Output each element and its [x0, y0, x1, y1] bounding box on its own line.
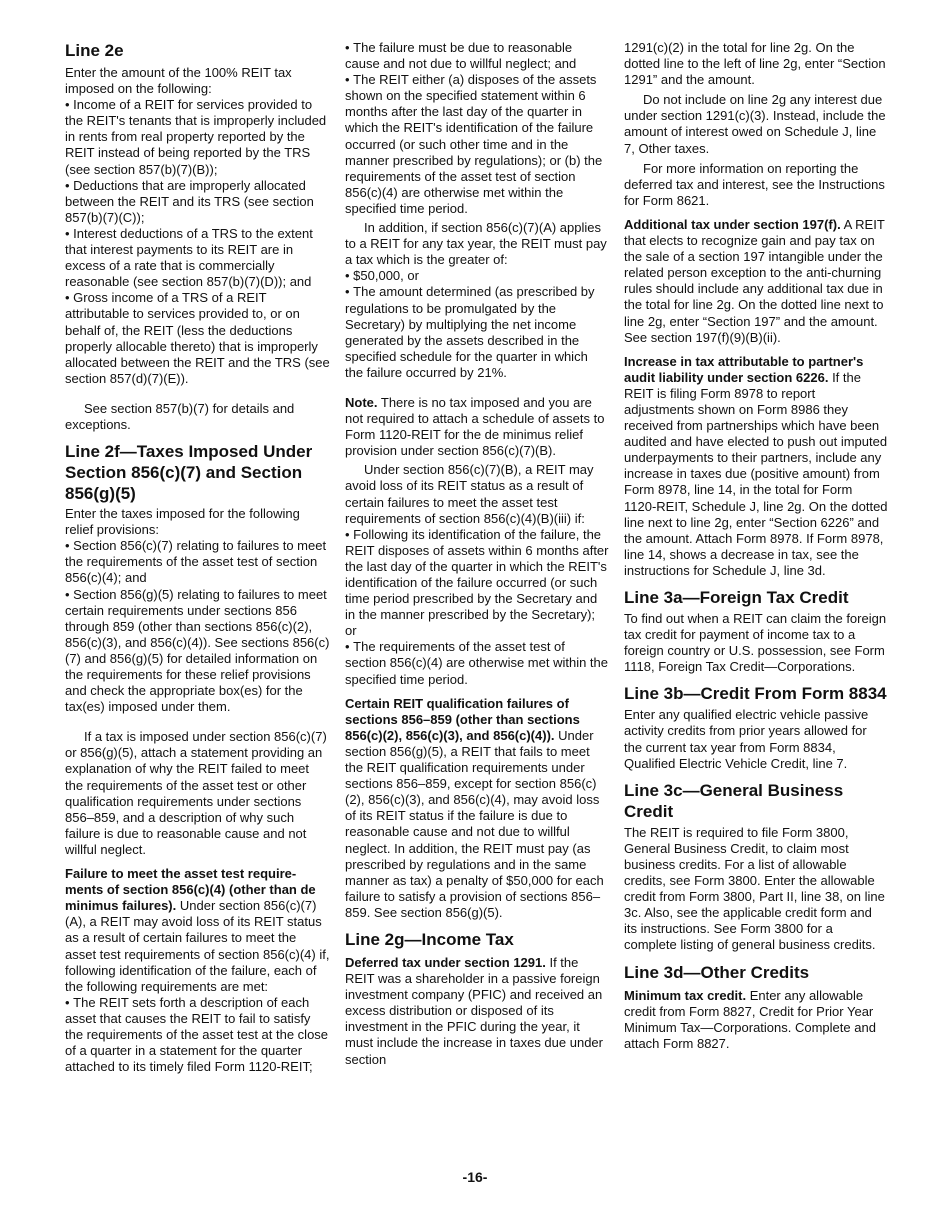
- paragraph: Enter any qualified electric vehicle passive activity credits from prior years allowed for the current tax year from Form 8834, Qualified Electric Vehicle Credit, line 7.: [624, 707, 869, 771]
- bullet-item: • The requirements of the asset test of section 856(c)(4) are otherwise met within the specified time period.: [345, 639, 609, 687]
- page-number: -16-: [462, 1169, 488, 1185]
- column-3: [624, 40, 888, 1052]
- paragraph: The REIT is required to file Form 3800, General Business Credit, to claim most business credits. For a list of allowable credits, see Form 3800. Enter the allowable credit from Form 3800, Part II, line 38, on line 3c. Also, see the applicable credit form and its instructions. See Form 3800 for a complete listing of general business credits.: [624, 824, 885, 953]
- paragraph-text: Under section 856(c)(7)(A), a REIT may avoid loss of its REIT status as a result of certain failures to meet the asset test requirements of section 856(c)(4) if, following identification of the failure, each of the following requirements are met:: [65, 898, 330, 994]
- bullet-item: • Section 856(c)(7) relating to failures to meet the requirements of the asset test of section 856(c)(4); and: [65, 538, 330, 586]
- paragraph: Enter the amount of the 100% REIT tax imposed on the following:: [65, 65, 292, 97]
- paragraph: Under section 856(c)(7)(B), a REIT may avoid loss of its REIT status as a result of certain failures to meet the asset test requirements of section 856(c)(4)(B)(iii) if:: [345, 462, 594, 526]
- bullet-item: • Gross income of a TRS of a REIT attributable to services provided to, or on behalf of, the REIT (less the deductions properly allocable thereto) that is improperly allocated between the REIT and the TRS (see section 857(d)(7)(E)).: [65, 290, 330, 387]
- bullet-item: • Section 856(g)(5) relating to failures to meet certain requirements under sections 856 through 859 (other than sections 856(c)(2), 856(c)(3), and 856(c)(4)). See sections 856(c)(7) and 856(g)(5) for detailed information on the requirements for these relief provisions and check the appropriate box(es) for the tax(es) imposed under them.: [65, 587, 330, 716]
- bullet-item: • The REIT either (a) disposes of the assets shown on the specified statement within 6 months after the last day of the quarter in which the REIT's identification of the failure occurred (or such other time and in the manner prescribed by regulations); or (b) the requirements of the asset test of section 856(c)(4) are otherwise met within the specified time period.: [345, 72, 609, 217]
- run-in-heading: Additional tax under section 197(f).: [624, 216, 841, 232]
- paragraph: In addition, if section 856(c)(7)(A) applies to a REIT for any tax year, the REIT must pay a tax which is the greater of:: [345, 220, 607, 268]
- bullet-item: • The REIT sets forth a description of each asset that causes the REIT to fail to satisfy the requirements of the asset test at the close of a quarter in a statement for the quarter attached to its timely filed Form 1120-REIT;: [65, 995, 330, 1075]
- bullet-item: • Interest deductions of a TRS to the extent that interest payments to its REIT are in excess of a rate that is commercially reasonable (see section 857(b)(7)(D)); and: [65, 226, 330, 290]
- heading-line-2f: Line 2f—Taxes Imposed Under Section 856(c)(7) and Section 856(g)(5): [65, 442, 313, 504]
- paragraph-text: A REIT that elects to recognize gain and pay tax on the sale of a section 197 intangible under the related person exception to the anti-churning rules should include any additional tax due in the total for line 2g. On the dotted line next to line 2g, enter “Section 197” and the amount. See section 197(f)(9)(B)(ii).: [624, 216, 885, 345]
- heading-line-3a: Line 3a—Foreign Tax Credit: [624, 588, 849, 607]
- note: [345, 395, 609, 459]
- paragraph-text: If the REIT was a shareholder in a passive foreign investment company (PFIC) and received an excess distribution or disposed of its investment in the PFIC during the year, it must include the increase in taxes due under section: [345, 954, 603, 1067]
- paragraph: Do not include on line 2g any interest due under section 1291(c)(3). Instead, include the amount of interest owed on Schedule J, line 7, Other taxes.: [624, 92, 886, 156]
- paragraph: See section 857(b)(7) for details and exceptions.: [65, 400, 295, 432]
- paragraph: If a tax is imposed under section 856(c)(7) or 856(g)(5), attach a statement providing an explanation of why the REIT failed to meet the requirements of the asset test or other qualification requirements under sections 856–859, and a description of why such failure is due to reasonable cause and not willful neglect.: [65, 729, 327, 857]
- paragraph-text: If the REIT is filing Form 8978 to report adjustments shown on Form 8986 they received from partnerships which have been audited and have elected to push out imputed underpayments to their partners, include any increase in taxes due (positive amount) from Form 8978, line 14, in the total for Form 1120-REIT, Schedule J, line 2g. On the dotted line next to line 2g, enter “Section 6226” and the amount. Attach Form 8978. If Form 8978, line 14, shows a decrease in tax, see the instructions for Schedule J, line 3d.: [624, 369, 888, 578]
- bullet-item: • Deductions that are improperly allocated between the REIT and its TRS (see section 857(b)(7)(C));: [65, 178, 330, 226]
- paragraph: [624, 988, 888, 1052]
- paragraph: 1291(c)(2) in the total for line 2g. On the dotted line to the left of line 2g, enter “Section 1291” and the amount.: [624, 40, 886, 88]
- run-in-heading: Increase in tax attributable to partner's audit liability under section 6226.: [624, 353, 864, 385]
- bullet-item: • Income of a REIT for services provided to the REIT's tenants that is improperly included in rents from real property reported by the REIT instead of being reported by the TRS (see section 857(b)(7)(B));: [65, 97, 330, 177]
- paragraph-text: Enter any allowable credit from Form 8827, Credit for Prior Year Minimum Tax—Corporations. Complete and attach Form 8827.: [624, 987, 876, 1051]
- run-in-heading: Certain REIT qualification failures of sections 856–859 (other than sections 856(c)(2), 856(c)(3), and 856(c)(4)).: [345, 695, 580, 743]
- heading-line-3d: Line 3d—Other Credits: [624, 962, 810, 982]
- paragraph: [345, 696, 609, 921]
- paragraph: For more information on reporting the deferred tax and interest, see the Instructions for Form 8621.: [624, 160, 885, 208]
- paragraph: [345, 955, 609, 1068]
- column-1: [65, 40, 330, 1075]
- heading-line-3b: Line 3b—Credit From Form 8834: [624, 684, 887, 704]
- note-text: There is no tax imposed and you are not required to attach a schedule of assets to Form 1120-REIT for the de minimus relief provision under section 856(c)(7)(B).: [345, 394, 605, 459]
- run-in-heading: Failure to meet the asset test require-ments of section 856(c)(4) (other than de minimus failures).: [65, 866, 316, 914]
- bullet-item: • The failure must be due to reasonable cause and not due to willful neglect; and: [345, 40, 609, 72]
- paragraph: [624, 217, 888, 346]
- heading-line-2e: Line 2e: [65, 41, 124, 60]
- paragraph: To find out when a REIT can claim the foreign tax credit for payment of income tax to a foreign country or U.S. possession, see Form 1118, Foreign Tax Credit—Corporations.: [624, 611, 887, 675]
- run-in-heading: Minimum tax credit.: [624, 987, 747, 1003]
- paragraph: Enter the taxes imposed for the following relief provisions:: [65, 506, 300, 538]
- paragraph: [65, 866, 330, 995]
- heading-line-3c: Line 3c—General Business Credit: [624, 780, 844, 821]
- note-label: Note.: [345, 394, 378, 410]
- bullet-item: • $50,000, or: [345, 268, 609, 284]
- paragraph: [624, 354, 888, 579]
- column-2: [345, 40, 609, 1068]
- run-in-heading: Deferred tax under section 1291.: [345, 954, 546, 970]
- heading-line-2g: Line 2g—Income Tax: [345, 929, 514, 949]
- bullet-item: • Following its identification of the failure, the REIT disposes of assets within 6 months after the last day of the quarter in which the REIT's identification of the failure occurred (or such time period prescribed by the Secretary and in the manner prescribed by the Secretary); or: [345, 527, 609, 640]
- paragraph-text: Under section 856(g)(5), a REIT that fails to meet the REIT qualification requirements under sections 856–859, except for section 856(c)(2), 856(c)(3), and 856(c)(4), may avoid loss of its REIT status if the failure is due to reasonable cause and not due to willful neglect. In addition, the REIT must pay (as prescribed by regulations and in the same manner as tax) a penalty of $50,000 for each failure to satisfy a provision of sections 856–859. See section 856(g)(5).: [345, 727, 604, 920]
- bullet-item: • The amount determined (as prescribed by regulations to be promulgated by the Secretary) by multiplying the net income generated by the assets described in the specified schedule for the quarter in which the failure occurred by 21%.: [345, 284, 609, 381]
